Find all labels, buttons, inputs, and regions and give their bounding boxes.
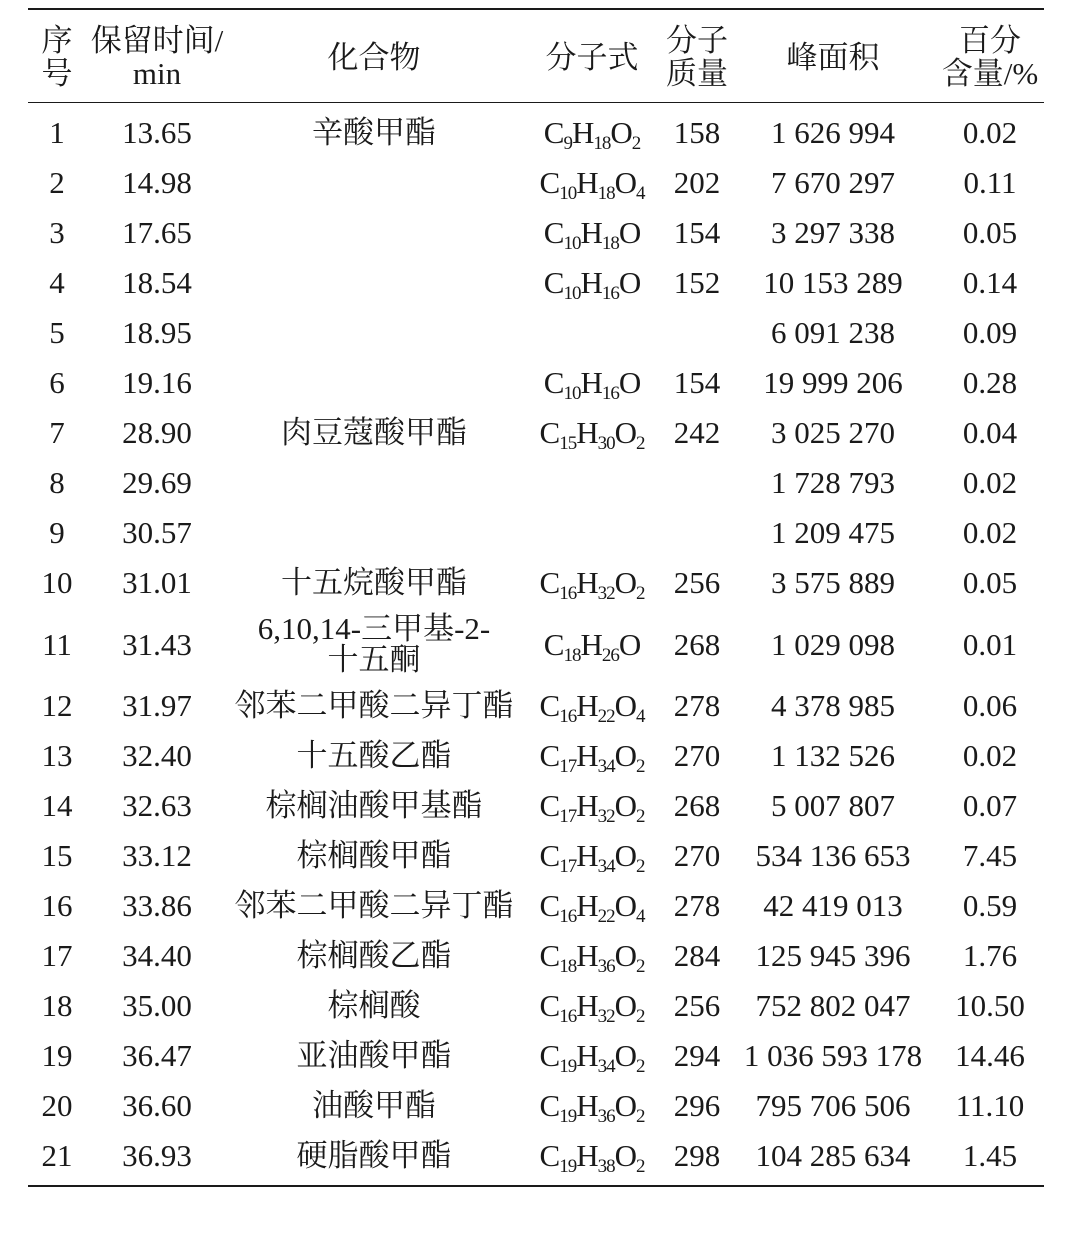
formula-subscript: 15 <box>559 433 577 454</box>
formula-element: C <box>543 115 564 150</box>
formula-element: H <box>580 365 602 400</box>
formula-element: O <box>614 688 636 723</box>
table-row <box>28 357 1044 407</box>
formula-subscript: 2 <box>631 133 641 154</box>
header-molecular-weight: 分子 质量 <box>666 23 728 91</box>
cell-no: 12 <box>41 688 73 723</box>
cell-no: 1 <box>49 115 65 150</box>
cell-no: 14 <box>41 788 73 823</box>
formula-element: H <box>576 415 598 450</box>
formula-element: O <box>614 1088 636 1123</box>
formula-subscript: 2 <box>635 756 645 777</box>
formula-subscript: 2 <box>635 583 645 604</box>
cell-no: 13 <box>41 738 73 773</box>
table-row <box>28 980 1044 1030</box>
cell-no: 2 <box>49 165 65 200</box>
cell-compound: 亚油酸甲酯 <box>296 1038 452 1073</box>
formula-subscript: 36 <box>597 1106 615 1127</box>
formula-element: H <box>576 1088 598 1123</box>
formula-element: C <box>539 788 560 823</box>
cell-peak-area: 1 029 098 <box>771 626 895 662</box>
formula-element: H <box>576 1138 598 1173</box>
table-row <box>28 930 1044 980</box>
formula-subscript: 16 <box>559 706 577 727</box>
table-row <box>28 407 1044 457</box>
formula-element: H <box>576 688 598 723</box>
cell-molecular-weight: 154 <box>673 365 721 400</box>
cell-formula <box>520 357 664 407</box>
cell-compound: 硬脂酸甲酯 <box>296 1138 452 1173</box>
cell-percentage: 7.45 <box>962 838 1018 873</box>
header-percentage: 百分 含量/% <box>941 23 1039 91</box>
formula-subscript: 18 <box>601 233 619 254</box>
header-no: 序 号 <box>41 23 73 91</box>
formula-element: O <box>614 165 636 200</box>
cell-no: 6 <box>49 365 65 400</box>
formula-subscript: 19 <box>559 1056 577 1077</box>
cell-peak-area: 6 091 238 <box>771 315 895 350</box>
cell-retention-time: 18.95 <box>122 315 192 350</box>
cell-retention-time: 35.00 <box>122 988 192 1023</box>
cell-retention-time: 13.65 <box>122 115 192 150</box>
formula-element: O <box>618 215 641 250</box>
formula-subscript: 16 <box>559 1006 577 1027</box>
formula-subscript: 34 <box>597 856 615 877</box>
cell-no: 19 <box>41 1038 73 1073</box>
cell-percentage: 0.02 <box>962 115 1018 150</box>
formula-element: O <box>614 988 636 1023</box>
cell-formula <box>520 157 664 207</box>
cell-formula <box>520 980 664 1030</box>
cell-percentage: 0.02 <box>962 738 1018 773</box>
cell-formula <box>520 830 664 880</box>
cell-no: 20 <box>41 1088 73 1123</box>
formula-subscript: 30 <box>597 433 615 454</box>
table-row <box>28 880 1044 930</box>
cell-no: 16 <box>41 888 73 923</box>
cell-molecular-weight: 202 <box>673 165 721 200</box>
cell-peak-area: 42 419 013 <box>763 888 903 923</box>
cell-retention-time: 30.57 <box>122 515 192 550</box>
table-row <box>28 680 1044 730</box>
formula-subscript: 19 <box>559 1106 577 1127</box>
formula-element: C <box>539 688 560 723</box>
formula-element: O <box>614 565 636 600</box>
cell-peak-area: 3 297 338 <box>771 215 895 250</box>
table-row <box>28 557 1044 607</box>
cell-percentage: 0.02 <box>962 465 1018 500</box>
cell-formula <box>520 307 664 357</box>
formula-element: O <box>618 265 641 300</box>
formula-subscript: 9 <box>563 133 572 154</box>
cell-formula <box>520 930 664 980</box>
formula-subscript: 18 <box>563 644 581 666</box>
cell-compound <box>228 507 520 557</box>
formula-element: C <box>539 988 560 1023</box>
cell-retention-time: 34.40 <box>122 938 192 973</box>
cell-peak-area: 104 285 634 <box>755 1138 911 1173</box>
header-row <box>28 9 1044 103</box>
cell-peak-area: 125 945 396 <box>755 938 911 973</box>
formula-element: H <box>571 115 594 150</box>
formula-element: H <box>576 888 598 923</box>
formula-element: C <box>539 1088 560 1123</box>
formula-subscript: 17 <box>559 756 577 777</box>
cell-peak-area: 19 999 206 <box>763 365 903 400</box>
cell-compound: 十五烷酸甲酯 <box>281 565 467 600</box>
formula-element: C <box>539 415 560 450</box>
formula-element: H <box>576 1038 598 1073</box>
cell-molecular-weight <box>664 457 730 507</box>
cell-percentage: 0.04 <box>962 415 1018 450</box>
cell-molecular-weight: 296 <box>673 1088 721 1123</box>
cell-no: 11 <box>42 626 72 662</box>
cell-compound: 油酸甲酯 <box>312 1088 436 1123</box>
cell-compound: 肉豆蔻酸甲酯 <box>281 415 467 450</box>
cell-retention-time: 32.40 <box>122 738 192 773</box>
cell-percentage: 0.05 <box>962 565 1018 600</box>
table-row <box>28 830 1044 880</box>
cell-peak-area: 1 209 475 <box>771 515 895 550</box>
cell-percentage: 0.09 <box>962 315 1018 350</box>
header-formula: 分子式 <box>545 39 639 75</box>
formula-subscript: 36 <box>597 956 615 977</box>
cell-percentage: 0.06 <box>962 688 1018 723</box>
cell-retention-time: 36.60 <box>122 1088 192 1123</box>
formula-subscript: 34 <box>597 756 615 777</box>
cell-percentage: 0.01 <box>962 626 1018 662</box>
table-body <box>28 103 1044 1187</box>
cell-compound: 邻苯二甲酸二异丁酯 <box>234 888 514 923</box>
formula-subscript: 2 <box>635 1106 645 1127</box>
cell-molecular-weight: 268 <box>673 788 721 823</box>
formula-element: C <box>543 265 564 300</box>
formula-element: H <box>576 788 598 823</box>
cell-compound <box>228 457 520 507</box>
formula-subscript: 4 <box>635 906 645 927</box>
cell-compound <box>228 207 520 257</box>
cell-retention-time: 17.65 <box>122 215 192 250</box>
cell-no: 4 <box>49 265 65 300</box>
cell-retention-time: 33.86 <box>122 888 192 923</box>
formula-element: C <box>539 738 560 773</box>
formula-element: H <box>576 165 598 200</box>
formula-element: O <box>614 415 636 450</box>
formula-subscript: 17 <box>559 806 577 827</box>
cell-peak-area: 534 136 653 <box>755 838 911 873</box>
formula-subscript: 18 <box>597 183 615 204</box>
cell-percentage: 0.02 <box>962 515 1018 550</box>
cell-formula <box>520 1130 664 1186</box>
formula-subscript: 18 <box>559 956 577 977</box>
cell-molecular-weight: 298 <box>673 1138 721 1173</box>
cell-retention-time: 14.98 <box>122 165 192 200</box>
formula-subscript: 19 <box>559 1156 577 1177</box>
cell-no: 8 <box>49 465 65 500</box>
formula-element: C <box>539 165 560 200</box>
formula-element: H <box>580 626 602 662</box>
formula-element: O <box>610 115 632 150</box>
formula-element: O <box>614 888 636 923</box>
cell-formula <box>520 207 664 257</box>
formula-subscript: 32 <box>597 583 615 604</box>
cell-no: 7 <box>49 415 65 450</box>
cell-formula <box>520 880 664 930</box>
cell-retention-time: 31.01 <box>122 565 192 600</box>
cell-compound: 棕榈油酸甲基酯 <box>265 788 483 823</box>
table-row <box>28 257 1044 307</box>
cell-molecular-weight: 158 <box>673 115 721 150</box>
cell-percentage: 0.05 <box>962 215 1018 250</box>
cell-percentage: 1.45 <box>962 1138 1018 1173</box>
cell-compound: 棕榈酸 <box>327 988 421 1023</box>
cell-retention-time: 19.16 <box>122 365 192 400</box>
formula-subscript: 2 <box>635 433 645 454</box>
table-row <box>28 1080 1044 1130</box>
cell-molecular-weight: 294 <box>673 1038 721 1073</box>
cell-molecular-weight: 256 <box>673 565 721 600</box>
cell-peak-area: 7 670 297 <box>771 165 895 200</box>
formula-element: C <box>539 1038 560 1073</box>
formula-subscript: 2 <box>635 1156 645 1177</box>
cell-molecular-weight: 278 <box>673 888 721 923</box>
formula-element: O <box>614 838 636 873</box>
table-row <box>28 780 1044 830</box>
formula-subscript: 10 <box>563 283 581 304</box>
cell-formula <box>520 1080 664 1130</box>
formula-element: C <box>539 1138 560 1173</box>
cell-peak-area: 10 153 289 <box>763 265 903 300</box>
formula-subscript: 10 <box>563 233 581 254</box>
compound-table-container <box>28 8 1044 1187</box>
formula-element: H <box>576 988 598 1023</box>
cell-no: 3 <box>49 215 65 250</box>
table-header <box>28 9 1044 103</box>
cell-percentage: 11.10 <box>955 1088 1025 1123</box>
cell-compound: 棕榈酸乙酯 <box>296 938 452 973</box>
formula-element: H <box>576 565 598 600</box>
formula-subscript: 18 <box>593 133 611 154</box>
cell-molecular-weight: 152 <box>673 265 721 300</box>
formula-element: C <box>543 626 564 662</box>
table-row <box>28 1130 1044 1186</box>
formula-subscript: 32 <box>597 806 615 827</box>
formula-subscript: 2 <box>635 856 645 877</box>
cell-no: 5 <box>49 315 65 350</box>
table-row <box>28 457 1044 507</box>
cell-no: 10 <box>41 565 73 600</box>
formula-subscript: 10 <box>563 383 581 404</box>
formula-subscript: 16 <box>601 383 619 404</box>
table-row <box>28 730 1044 780</box>
table-row <box>28 157 1044 207</box>
formula-subscript: 32 <box>597 1006 615 1027</box>
formula-subscript: 2 <box>635 956 645 977</box>
formula-subscript: 2 <box>635 1056 645 1077</box>
cell-molecular-weight: 270 <box>673 838 721 873</box>
cell-retention-time: 29.69 <box>122 465 192 500</box>
cell-formula <box>520 557 664 607</box>
cell-percentage: 0.28 <box>962 365 1018 400</box>
cell-no: 15 <box>41 838 73 873</box>
formula-subscript: 17 <box>559 856 577 877</box>
cell-compound <box>228 257 520 307</box>
formula-subscript: 26 <box>601 644 619 666</box>
cell-retention-time: 36.93 <box>122 1138 192 1173</box>
cell-percentage: 0.59 <box>962 888 1018 923</box>
formula-element: O <box>614 1138 636 1173</box>
formula-element: O <box>614 938 636 973</box>
cell-peak-area: 3 025 270 <box>771 415 895 450</box>
cell-molecular-weight: 154 <box>673 215 721 250</box>
formula-element: C <box>539 838 560 873</box>
cell-molecular-weight <box>664 507 730 557</box>
cell-percentage: 10.50 <box>955 988 1025 1023</box>
formula-subscript: 10 <box>559 183 577 204</box>
cell-compound: 邻苯二甲酸二异丁酯 <box>234 688 514 723</box>
compound-table <box>28 8 1044 1187</box>
table-row <box>28 607 1044 680</box>
cell-compound <box>228 307 520 357</box>
cell-retention-time: 28.90 <box>122 415 192 450</box>
cell-retention-time: 33.12 <box>122 838 192 873</box>
header-compound: 化合物 <box>327 39 421 75</box>
cell-compound: 棕榈酸甲酯 <box>296 838 452 873</box>
cell-retention-time: 31.97 <box>122 688 192 723</box>
formula-element: O <box>614 788 636 823</box>
cell-peak-area: 4 378 985 <box>771 688 895 723</box>
cell-compound <box>228 357 520 407</box>
cell-compound <box>228 157 520 207</box>
cell-compound: 6,10,14-三甲基-2- 十五酮 <box>257 611 491 677</box>
formula-element: H <box>580 265 602 300</box>
cell-formula <box>520 780 664 830</box>
cell-retention-time: 36.47 <box>122 1038 192 1073</box>
cell-formula <box>520 680 664 730</box>
cell-peak-area: 3 575 889 <box>771 565 895 600</box>
cell-percentage: 14.46 <box>955 1038 1025 1073</box>
formula-element: C <box>539 888 560 923</box>
cell-formula <box>520 730 664 780</box>
cell-percentage: 0.14 <box>962 265 1018 300</box>
cell-molecular-weight: 278 <box>673 688 721 723</box>
cell-compound: 十五酸乙酯 <box>296 738 452 773</box>
formula-subscript: 4 <box>635 183 645 204</box>
formula-element: C <box>539 938 560 973</box>
header-retention-time: 保留时间/ min <box>90 23 224 91</box>
formula-subscript: 16 <box>559 906 577 927</box>
cell-peak-area: 1 626 994 <box>771 115 895 150</box>
formula-subscript: 34 <box>597 1056 615 1077</box>
cell-peak-area: 5 007 807 <box>771 788 895 823</box>
cell-percentage: 0.07 <box>962 788 1018 823</box>
formula-element: O <box>618 365 641 400</box>
cell-compound: 辛酸甲酯 <box>312 115 436 150</box>
formula-element: H <box>576 938 598 973</box>
cell-percentage: 0.11 <box>963 165 1017 200</box>
cell-peak-area: 795 706 506 <box>755 1088 911 1123</box>
table-row <box>28 507 1044 557</box>
cell-peak-area: 1 132 526 <box>771 738 895 773</box>
formula-element: O <box>614 1038 636 1073</box>
formula-subscript: 16 <box>601 283 619 304</box>
cell-formula <box>520 257 664 307</box>
cell-molecular-weight: 270 <box>673 738 721 773</box>
formula-subscript: 22 <box>597 706 615 727</box>
formula-element: O <box>614 738 636 773</box>
cell-retention-time: 18.54 <box>122 265 192 300</box>
cell-no: 18 <box>41 988 73 1023</box>
cell-formula <box>520 507 664 557</box>
cell-molecular-weight: 268 <box>673 626 721 662</box>
cell-retention-time: 32.63 <box>122 788 192 823</box>
table-row <box>28 103 1044 158</box>
formula-subscript: 4 <box>635 706 645 727</box>
header-peak-area: 峰面积 <box>786 39 880 75</box>
cell-no: 17 <box>41 938 73 973</box>
cell-molecular-weight <box>664 307 730 357</box>
cell-no: 21 <box>41 1138 73 1173</box>
formula-subscript: 22 <box>597 906 615 927</box>
cell-formula <box>520 607 664 680</box>
formula-element: C <box>539 565 560 600</box>
cell-formula <box>520 407 664 457</box>
formula-element: O <box>618 626 641 662</box>
cell-percentage: 1.76 <box>962 938 1018 973</box>
cell-formula <box>520 1030 664 1080</box>
formula-element: H <box>576 738 598 773</box>
cell-formula <box>520 103 664 158</box>
formula-subscript: 38 <box>597 1156 615 1177</box>
formula-subscript: 2 <box>635 1006 645 1027</box>
formula-element: H <box>580 215 602 250</box>
cell-peak-area: 1 728 793 <box>771 465 895 500</box>
formula-subscript: 2 <box>635 806 645 827</box>
cell-peak-area: 1 036 593 178 <box>743 1038 923 1073</box>
formula-element: H <box>576 838 598 873</box>
cell-retention-time: 31.43 <box>122 626 192 662</box>
cell-molecular-weight: 284 <box>673 938 721 973</box>
table-row <box>28 307 1044 357</box>
table-row <box>28 207 1044 257</box>
table-row <box>28 1030 1044 1080</box>
formula-element: C <box>543 215 564 250</box>
formula-subscript: 16 <box>559 583 577 604</box>
cell-no: 9 <box>49 515 65 550</box>
cell-peak-area: 752 802 047 <box>755 988 911 1023</box>
cell-molecular-weight: 256 <box>673 988 721 1023</box>
formula-element: C <box>543 365 564 400</box>
cell-formula <box>520 457 664 507</box>
cell-molecular-weight: 242 <box>673 415 721 450</box>
